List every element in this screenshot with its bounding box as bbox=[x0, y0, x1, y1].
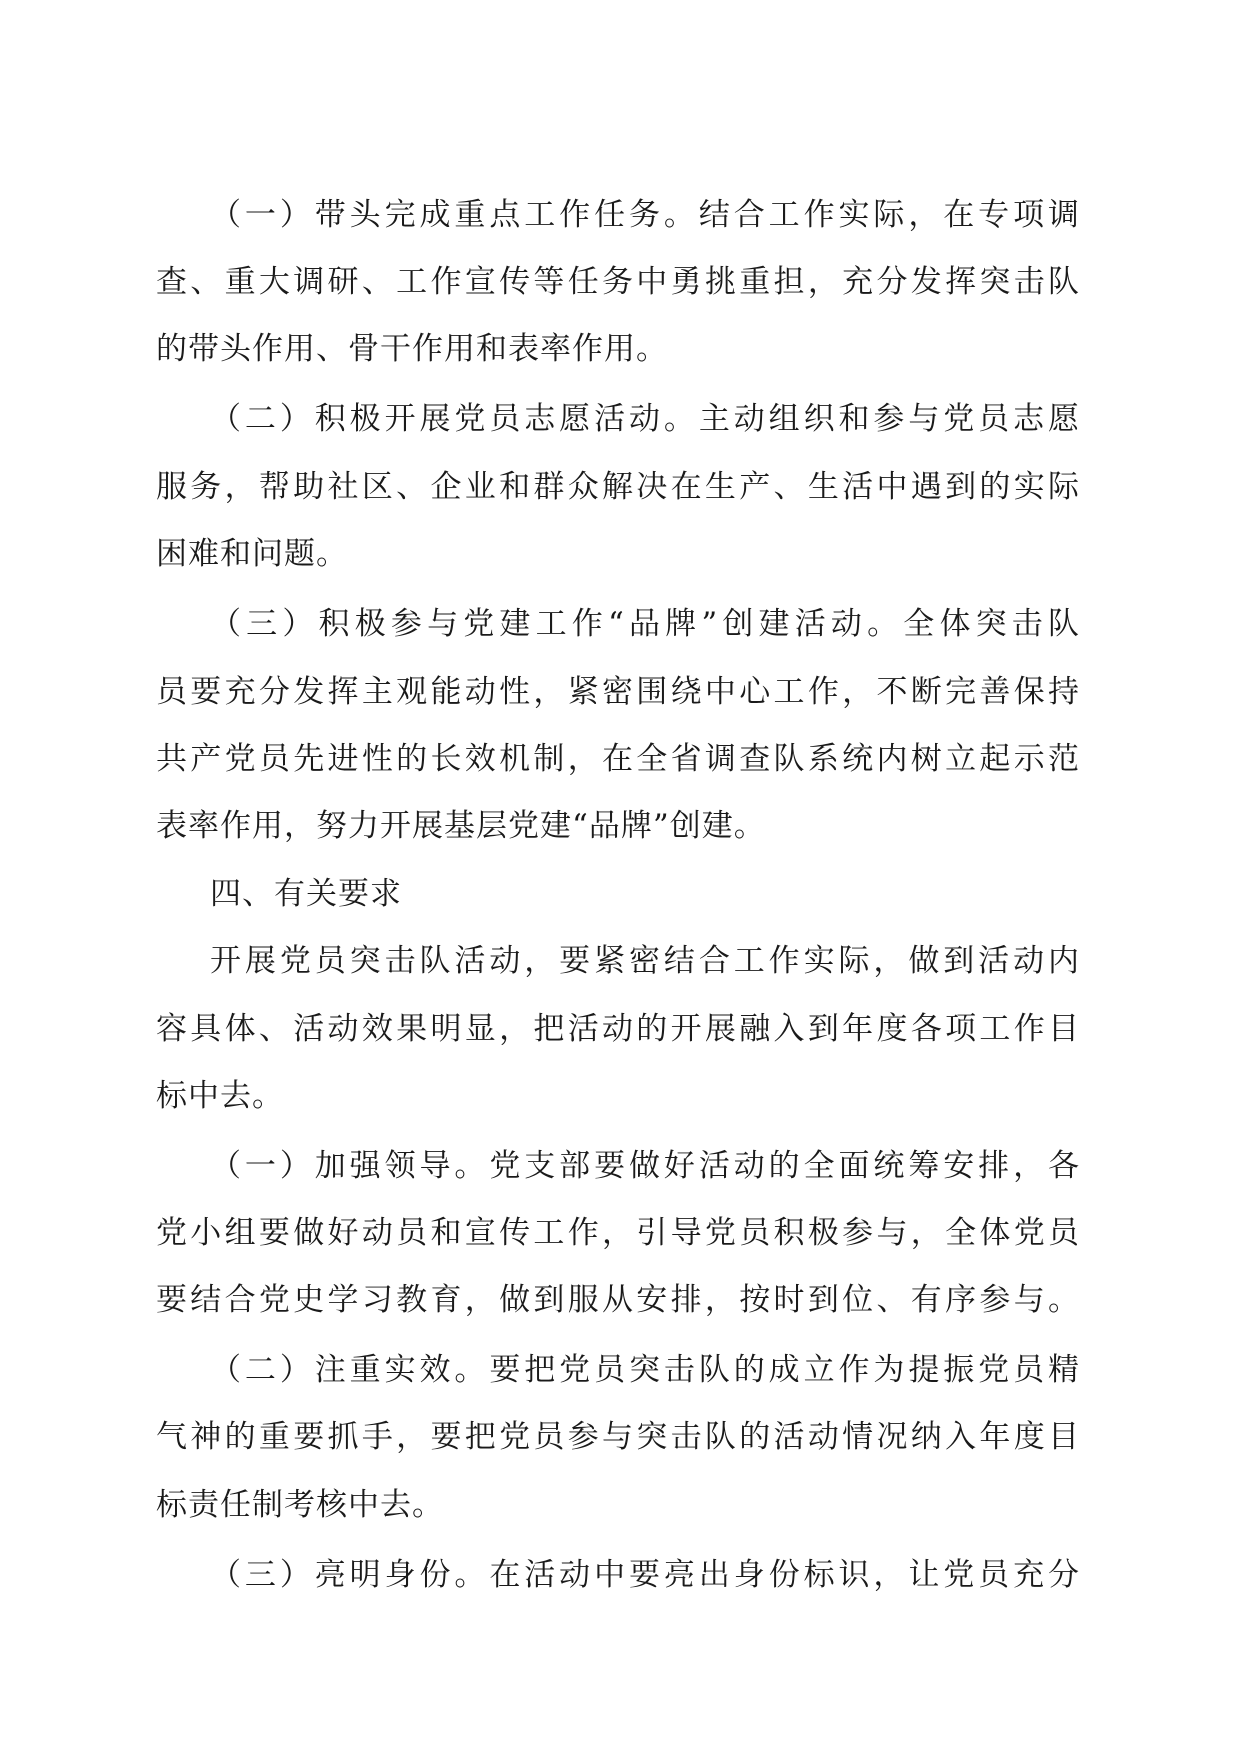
paragraph-2-line-2: 服务，帮助社区、企业和群众解决在生产、生活中遇到的实际 bbox=[156, 469, 1080, 505]
paragraph-3-line-2: 员要充分发挥主观能动性，紧密围绕中心工作，不断完善保持 bbox=[156, 674, 1080, 710]
paragraph-6-line-3: 标责任制考核中去。 bbox=[156, 1487, 444, 1523]
paragraph-6-line-1: （二）注重实效。要把党员突击队的成立作为提振党员精 bbox=[210, 1352, 1080, 1388]
paragraph-3-line-1: （三）积极参与党建工作“品牌”创建活动。全体突击队 bbox=[210, 606, 1080, 642]
paragraph-1-line-1: （一）带头完成重点工作任务。结合工作实际，在专项调 bbox=[210, 197, 1080, 233]
paragraph-4-line-2: 容具体、活动效果明显，把活动的开展融入到年度各项工作目 bbox=[156, 1011, 1080, 1047]
paragraph-6-line-2: 气神的重要抓手，要把党员参与突击队的活动情况纳入年度目 bbox=[156, 1419, 1080, 1455]
paragraph-3-line-3: 共产党员先进性的长效机制，在全省调查队系统内树立起示范 bbox=[156, 741, 1080, 777]
paragraph-4-line-1: 开展党员突击队活动，要紧密结合工作实际，做到活动内 bbox=[210, 943, 1080, 979]
paragraph-1-line-2: 查、重大调研、工作宣传等任务中勇挑重担，充分发挥突击队 bbox=[156, 264, 1080, 300]
section-heading: 四、有关要求 bbox=[210, 876, 402, 912]
paragraph-4-line-3: 标中去。 bbox=[156, 1078, 284, 1114]
paragraph-2-line-3: 困难和问题。 bbox=[156, 536, 348, 572]
paragraph-7-line-1: （三）亮明身份。在活动中要亮出身份标识，让党员充分 bbox=[210, 1557, 1080, 1593]
paragraph-2-line-1: （二）积极开展党员志愿活动。主动组织和参与党员志愿 bbox=[210, 401, 1080, 437]
paragraph-5-line-3: 要结合党史学习教育，做到服从安排，按时到位、有序参与。 bbox=[156, 1282, 1080, 1318]
paragraph-3-line-4: 表率作用，努力开展基层党建“品牌”创建。 bbox=[156, 808, 766, 844]
paragraph-5-line-1: （一）加强领导。党支部要做好活动的全面统筹安排，各 bbox=[210, 1148, 1080, 1184]
paragraph-1-line-3: 的带头作用、骨干作用和表率作用。 bbox=[156, 331, 668, 367]
paragraph-5-line-2: 党小组要做好动员和宣传工作，引导党员积极参与，全体党员 bbox=[156, 1215, 1080, 1251]
